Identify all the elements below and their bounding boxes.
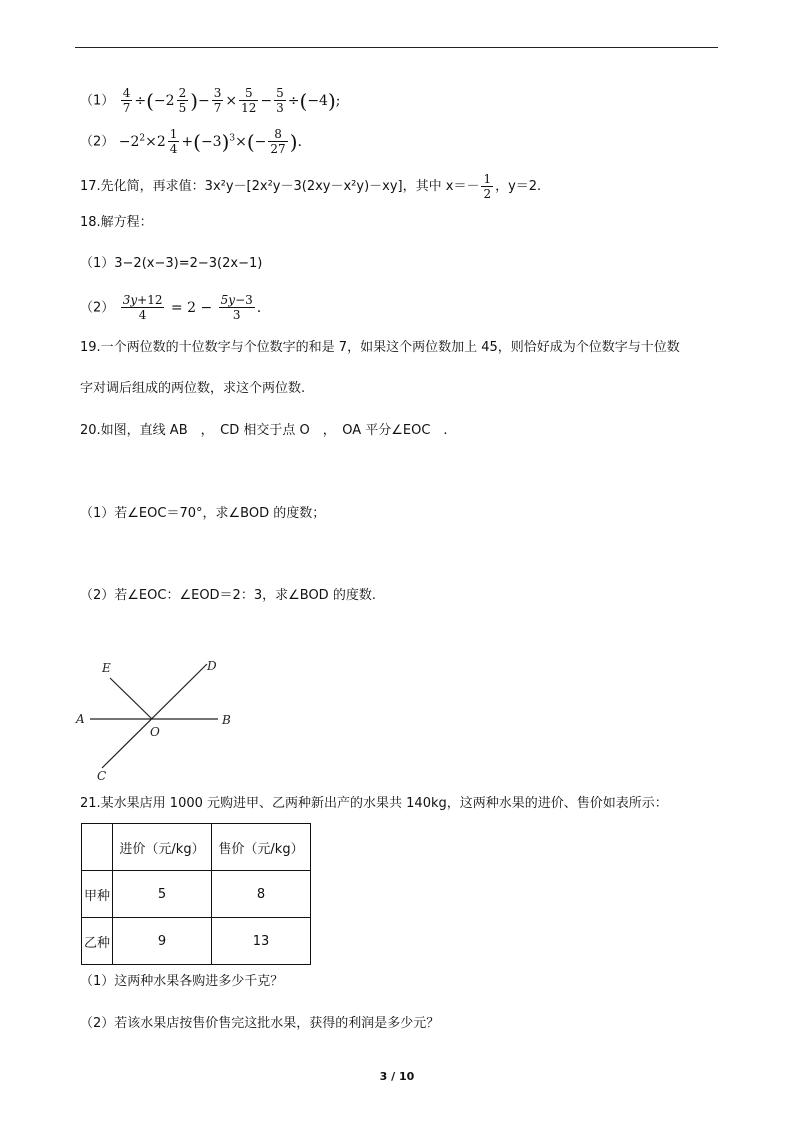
q21-part2: （2）若该水果店按售价售完这批水果，获得的利润是多少元？ [80,1016,440,1031]
table-header-row [82,824,311,871]
q16-part1: （1） $\frac{4}{7}$ ÷(−2 $\frac{2}{5}$ )− $\frac{3}{7}$ × $\frac{5}{12}$ − $\frac{5}{3}$ ÷(−4); [80,86,341,115]
table-cell: 5 [113,871,212,918]
label-o: O [150,725,160,739]
q20-part2: （2）若∠EOC：∠EOD＝2：3，求∠BOD 的度数. [80,588,376,603]
q18-part1: （1）3−2(x−3)=2−3(2x−1) [80,256,263,271]
q20-figure [70,650,270,785]
table-header-cell [82,824,113,871]
label-d: D [207,659,217,673]
header-rule [75,47,718,48]
page-number: 3 / 10 [379,1070,415,1083]
label-a: A [76,712,85,726]
table-header-cell: 进价（元/kg） [113,824,212,871]
q18-title: 18.解方程： [80,215,153,230]
table-cell: 8 [212,871,311,918]
q17: 17.先化简，再求值：3x²y－[2x²y－3(2xy－x²y)－xy]，其中 x＝－ $\frac{1}{2}$ ，y＝2. [80,172,542,201]
table-cell: 乙种 [82,918,113,965]
line-cd [102,664,207,768]
table-cell: 13 [212,918,311,965]
table-row [82,918,311,965]
q19-line2: 字对调后组成的两位数，求这个两位数. [80,381,306,396]
q18-part2: （2） $\frac{3y+12}{4}$ = 2 − $\frac{5y-3}{3}$ . [80,293,262,322]
table-cell: 9 [113,918,212,965]
q20-part1: （1）若∠EOC＝70°，求∠BOD 的度数； [80,506,326,521]
q20-stem: 20.如图，直线 AB ， CD 相交于点 O ， OA 平分∠EOC . [80,423,448,438]
price-table [81,823,311,965]
label-c: C [97,769,107,783]
q21-part1: （1）这两种水果各购进多少千克？ [80,974,284,989]
q21-stem: 21.某水果店用 1000 元购进甲、乙两种新出产的水果共 140kg，这两种水果的进价、售价如表所示： [80,796,668,811]
table-header-cell: 售价（元/kg） [212,824,311,871]
table-row [82,871,311,918]
q16-part2: $(2) -2^2\times 2$ $\frac{1}{4}$ $+(-3)^3\times(-$ $\frac{8}{27}$ ). [80,127,302,156]
label-e: E [102,661,111,675]
q19-line1: 19.一个两位数的十位数字与个位数字的和是 7，如果这个两位数加上 45，则恰好成为个位数字与十位数 [80,340,680,355]
table-cell: 甲种 [82,871,113,918]
ray-oe [110,678,152,719]
label-b: B [222,713,231,727]
